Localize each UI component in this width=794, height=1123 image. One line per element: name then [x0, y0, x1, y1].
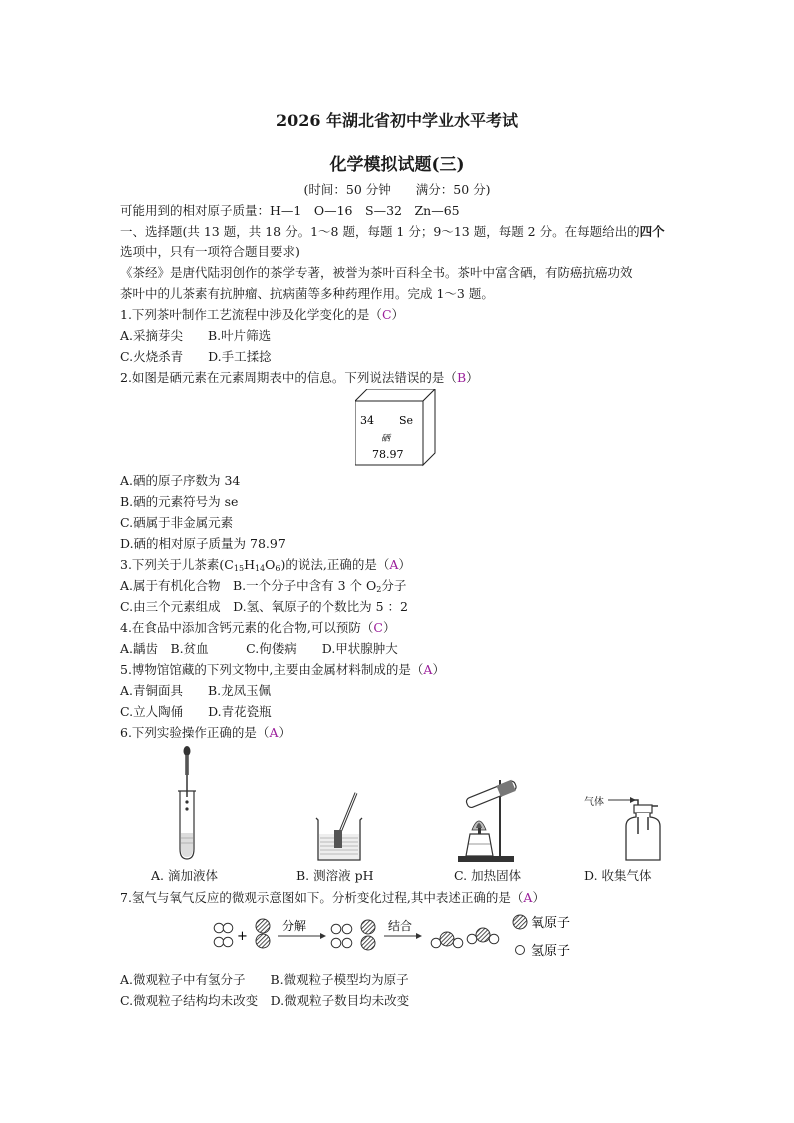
q7-answer: A	[523, 890, 533, 905]
element-name: 硒	[381, 434, 391, 444]
arrow1-label: 分解	[282, 919, 307, 933]
arrow2-label: 结合	[388, 919, 413, 933]
legend-oxygen: 氧原子	[531, 916, 571, 931]
atomic-masses: 可能用到的相对原子质量：H—1 O—16 S—32 Zn—65	[120, 203, 460, 218]
passage-line1: 《茶经》是唐代陆羽创作的茶学专著，被誉为茶叶百科全书。茶叶中富含硒，有防癌抗癌功效	[120, 265, 633, 280]
q4-stem: 4.在食品中添加含钙元素的化合物,可以预防（C）	[120, 620, 396, 635]
q2-option-d: D.硒的相对原子质量为 78.97	[120, 536, 286, 551]
q5-options-row1: A.青铜面具 B.龙凤玉佩	[120, 683, 272, 698]
q2-option-b: B.硒的元素符号为 se	[120, 494, 239, 509]
exam-title: 2026 年湖北省初中学业水平考试	[275, 111, 519, 130]
q6-caption-c: C. 加热固体	[454, 868, 522, 883]
q6-caption-d: D. 收集气体	[584, 868, 652, 883]
q5-answer: A	[423, 662, 433, 677]
q3-options-row1: A.属于有机化合物 B.一个分子中含有 3 个 $O_2$分子	[120, 578, 407, 594]
q2-answer: B	[456, 370, 467, 385]
q6-caption-b: B. 测溶液 pH	[296, 868, 374, 883]
time-info: (时间：50 分钟 满分：50 分)	[303, 182, 491, 197]
reaction-micro-diagram	[210, 910, 590, 962]
dropper-test-tube-figure	[175, 745, 199, 863]
section1-instructions-line1: 一、选择题(共 13 题，共 18 分。1～8 题，每题 1 分；9～13 题，每题 2 分。在每题给出的四个	[120, 224, 665, 239]
q6-caption-a: A. 滴加液体	[151, 868, 218, 883]
element-number: 34	[360, 414, 374, 427]
q1-stem: 1.下列茶叶制作工艺流程中涉及化学变化的是（C）	[120, 307, 405, 322]
q1-answer: C	[381, 307, 392, 322]
q7-stem: 7.氢气与氧气反应的微观示意图如下。分析变化过程,其中表述正确的是（A）	[120, 890, 545, 905]
legend-hydrogen: 氢原子	[531, 944, 571, 959]
exam-subtitle: 化学模拟试题(三)	[329, 155, 465, 175]
q5-options-row2: C.立人陶俑 D.青花瓷瓶	[120, 704, 272, 719]
q1-options-row2: C.火烧杀青 D.手工揉捻	[120, 349, 272, 364]
q4-options-row1: A.龋齿 B.贫血 C.佝偻病 D.甲状腺肿大	[120, 641, 398, 656]
svg-text:+: +	[237, 929, 248, 944]
q4-answer: C	[373, 620, 383, 635]
q3-stem: 3.下列关于儿茶素$(C_{15}H_{14}O_6)$的说法,正确的是（A）	[120, 557, 411, 573]
q1-options-row1: A.采摘芽尖 B.叶片筛选	[120, 328, 272, 343]
q3-answer: A	[389, 557, 399, 572]
q3-options-row2: C.由三个元素组成 D.氢、氧原子的个数比为 5 ：2	[120, 599, 408, 614]
heating-solid-figure	[452, 770, 534, 864]
q2-option-c: C.硒属于非金属元素	[120, 515, 234, 530]
q2-option-a: A.硒的原子序数为 34	[120, 473, 241, 488]
passage-line2: 茶叶中的儿茶素有抗肿瘤、抗病菌等多种药理作用。完成 1～3 题。	[120, 286, 494, 301]
element-card-figure	[355, 389, 437, 467]
element-symbol: Se	[399, 414, 414, 427]
q5-stem: 5.博物馆馆藏的下列文物中,主要由金属材料制成的是（A）	[120, 662, 445, 677]
ph-test-beaker-figure	[312, 790, 366, 864]
q6-answer: A	[269, 725, 279, 740]
q7-options-row1: A.微观粒子中有氢分子 B.微观粒子模型均为原子	[120, 972, 409, 987]
element-mass: 78.97	[372, 448, 404, 461]
q6-stem: 6.下列实验操作正确的是（A）	[120, 725, 291, 740]
section1-instructions-line2: 选项中，只有一项符合题目要求)	[120, 244, 300, 259]
q7-options-row2: C.微观粒子结构均未改变 D.微观粒子数目均未改变	[120, 993, 410, 1008]
gas-collection-bottle-figure	[604, 790, 664, 864]
q2-stem: 2.如图是硒元素在元素周期表中的信息。下列说法错误的是（B）	[120, 370, 479, 385]
gas-label: 气体	[584, 797, 604, 808]
